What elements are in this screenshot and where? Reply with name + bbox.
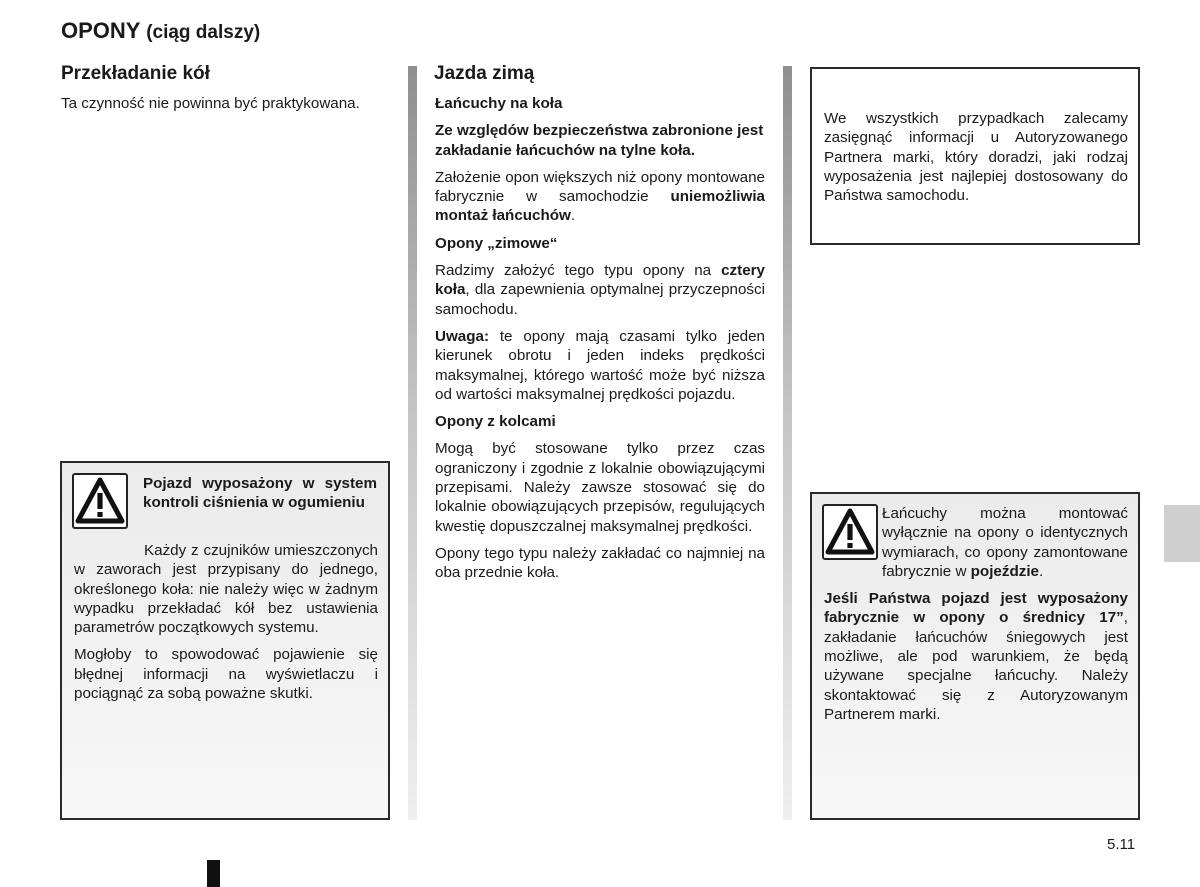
info-text: We wszystkich przypadkach zalecamy zasięgnąć informacji u Autoryzowanego Partnera marki, który doradzi, jaki rodzaj wyposażenia jest najlepiej dostosowany do Państwa samochodu. bbox=[824, 110, 1128, 205]
warning-box-tpms bbox=[60, 461, 390, 820]
page-number: 5.11 bbox=[1107, 836, 1136, 853]
winter-tyres-advice: Radzimy założyć tego typu opony na cztery koła, dla zapewnienia optymalnej przyczepności samochodu. bbox=[435, 262, 765, 318]
warning-chains-para-1: Łańcuchy można montować wyłącznie na opony o identycznych wymiarach, co opony zamontowane fabrycznie w pojeździe. bbox=[882, 505, 1128, 580]
winter-content bbox=[435, 94, 765, 583]
column-separator-left bbox=[408, 66, 417, 820]
warning-chains-para-2: Jeśli Państwa pojazd jest wyposażony fabrycznie w opony o średnicy 17”, zakładanie łańcuchów śniegowych jest możliwe, ale pod warunkiem, że będą używane specjalne łańcuchy. Należy skontaktować się z Autoryzowanym Partnerem marki. bbox=[824, 590, 1128, 723]
column-separator-right bbox=[783, 66, 792, 820]
rotation-text: Ta czynność nie powinna być praktykowana. bbox=[61, 95, 360, 112]
warning-tpms-para-2: Mogłoby to spowodować pojawienie się błędnej informacji na wyświetlaczu i pociągnąć za sobą poważne skutki. bbox=[74, 646, 378, 703]
section-heading-rotation: Przekładanie kół bbox=[61, 63, 210, 84]
subheading-studded-tyres: Opony z kolcami bbox=[435, 413, 556, 431]
winter-tyres-note: Uwaga: te opony mają czasami tylko jeden kierunek obrotu i jeden indeks prędkości maksymalnej, którego wartość może być niższa od wartości maksymalnej prędkości pojazdu. bbox=[435, 327, 765, 403]
info-box bbox=[810, 67, 1140, 245]
warning-box-chains bbox=[810, 492, 1140, 820]
warning-triangle-icon bbox=[72, 473, 128, 529]
studded-tyres-para-2: Opony tego typu należy zakładać co najmniej na oba przednie koła. bbox=[435, 544, 765, 582]
page-title-sub: (ciąg dalszy) bbox=[146, 22, 261, 43]
chains-larger-tyres: Założenie opon większych niż opony montowane fabrycznie w samochodzie uniemożliwia montaż łańcuchów. bbox=[435, 168, 765, 225]
chapter-tab bbox=[1164, 505, 1200, 562]
studded-tyres-para-1: Mogą być stosowane tylko przez czas ograniczony i zgodnie z lokalnie obowiązującymi przepisami. Należy zawsze stosować się do lokalnie obowiązujących przepisów, regulujących kwestię dopuszczalnej maksymalnej prędkości. bbox=[435, 440, 765, 535]
chains-rear-warning: Ze względów bezpieczeństwa zabronione jest zakładanie łańcuchów na tylne koła. bbox=[435, 122, 764, 159]
crop-mark bbox=[207, 860, 220, 887]
subheading-chains: Łańcuchy na koła bbox=[435, 95, 563, 112]
page-title bbox=[61, 18, 260, 44]
subheading-winter-tyres: Opony „zimowe“ bbox=[435, 234, 558, 252]
page-title-main: OPONY bbox=[61, 18, 141, 43]
section-heading-winter: Jazda zimą bbox=[434, 63, 535, 84]
warning-title-tpms: Pojazd wyposażony w system kontroli ciśnienia w ogumieniu bbox=[143, 475, 377, 511]
warning-tpms-para-1: Każdy z czujników umieszczonych w zaworach jest przypisany do jednego, określonego koła: nie należy więc w żadnym wypadku przekładać kół bez ustawienia parametrów początkowych systemu. bbox=[74, 542, 378, 637]
